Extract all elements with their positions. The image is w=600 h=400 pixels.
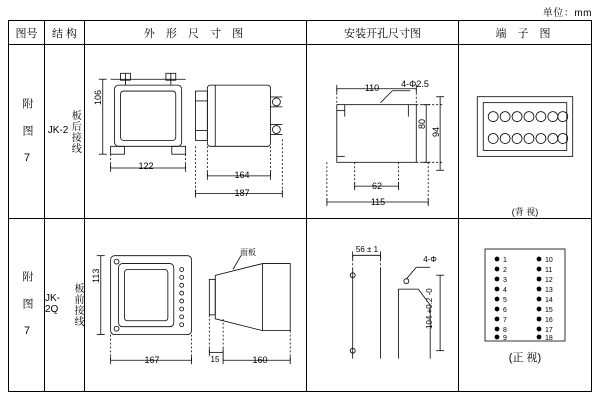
dim-hole-bottom-62: 62 [371,181,382,191]
structure-code-2: JK-2Q [45,293,60,315]
svg-text:7: 7 [503,317,507,324]
svg-text:4: 4 [503,287,507,294]
svg-text:8: 8 [503,327,507,334]
header-cell-outline [85,21,307,44]
cell-figure-number-1 [9,45,45,218]
svg-text:12: 12 [545,277,553,284]
outline-drawing-jk2 [85,45,306,218]
header-label-outline: 外 形 尺 寸 图 [143,27,248,40]
svg-text:10: 10 [545,257,553,264]
table-row [9,45,591,219]
dim-offset-15: 15 [210,355,220,364]
dim-hole-spec-2: 4-Φ [423,255,437,264]
structure-text-2: 板前接线 [72,283,83,327]
terminal-drawing-jk2q [459,219,591,391]
note-front-panel: 面板 [240,248,256,257]
cell-terminal-drawing-1 [459,45,591,218]
dim-hole-bottom-115: 115 [370,197,386,207]
svg-text:2: 2 [503,267,507,274]
svg-text:6: 6 [503,307,507,314]
cell-structure-1 [45,45,85,218]
dim-hole-top-56: 56 ± 1 [355,245,379,254]
figure-number-label-2: 附 图 7 [21,271,33,339]
svg-text:18: 18 [545,335,553,342]
svg-text:1: 1 [503,257,507,264]
svg-text:15: 15 [545,307,553,314]
svg-text:3: 3 [503,277,507,284]
cell-outline-drawing-2 [85,219,307,391]
dim-hole-spec: 4-Φ2.5 [401,79,429,89]
cell-structure-2 [45,219,85,391]
header-label-figure-number: 图号 [15,27,38,40]
dim-width-122: 122 [138,161,154,171]
header-cell-hole [307,21,459,44]
terminal-caption-2: (正 视) [508,352,542,364]
svg-text:17: 17 [545,327,553,334]
svg-text:5: 5 [503,297,507,304]
svg-text:16: 16 [545,317,553,324]
svg-text:11: 11 [545,267,553,274]
structure-text-1: 板后接线 [69,109,81,154]
dim-hole-top-110: 110 [364,83,380,93]
outline-drawing-jk2q [85,219,306,391]
dim-width-160: 160 [252,355,268,365]
dim-height-113: 113 [91,268,101,283]
table-header-row [9,21,591,45]
cell-hole-drawing-1 [307,45,459,218]
header-label-hole: 安装开孔尺寸图 [344,27,421,40]
svg-text:14: 14 [545,297,553,304]
cell-terminal-drawing-2 [459,219,591,391]
header-cell-figure-number [9,21,45,44]
structure-code-1: JK-2 [47,125,69,136]
svg-text:13: 13 [545,287,553,294]
unit-note: 单位：mm [542,8,592,19]
header-label-structure: 结 构 [51,27,78,40]
header-cell-structure [45,21,85,44]
dim-width-167: 167 [144,355,160,365]
figure-number-label-1: 附 图 7 [21,97,33,166]
dim-hole-right-80: 80 [417,118,427,129]
dim-hole-right-94: 94 [431,126,441,137]
cell-figure-number-2 [9,219,45,391]
dim-width-187: 187 [234,188,250,198]
dim-width-164: 164 [234,170,250,180]
table-row [9,219,591,391]
terminal-drawing-jk2 [459,45,591,218]
cell-hole-drawing-2 [307,219,459,391]
dimension-table [8,20,592,392]
terminal-caption-1: (背 视) [511,207,539,217]
svg-text:9: 9 [503,335,507,342]
cell-outline-drawing-1 [85,45,307,218]
header-label-terminal: 端 子 图 [495,27,555,40]
dim-height-106: 106 [93,89,103,105]
header-cell-terminal [459,21,591,44]
dim-hole-side-104: 104 +0.2 -0 [425,288,434,329]
